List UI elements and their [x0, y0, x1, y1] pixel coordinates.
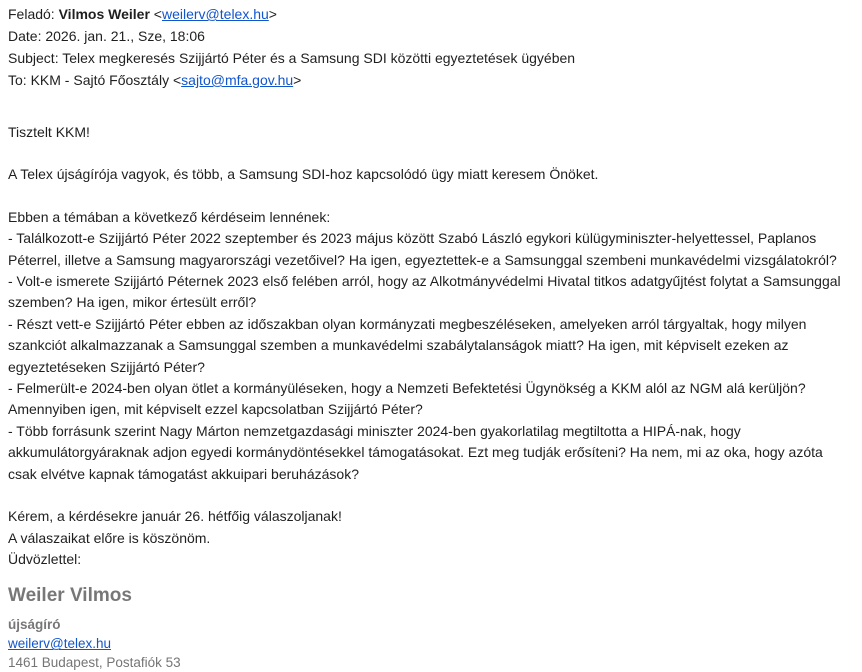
signature-name: Weiler Vilmos: [8, 585, 132, 607]
thanks-text: A válaszaikat előre is köszönöm.: [8, 529, 211, 546]
subject-value: Telex megkeresés Szijjártó Péter és a Samsung SDI közötti egyeztetések ügyében: [62, 50, 576, 66]
date-value: 2026. jan. 21., Sze, 18:06: [45, 28, 205, 44]
question-item: - Volt-e ismerete Szijjártó Péternek 2023 első felében arról, hogy az Alkotmányvédelmi Hivatal titkos adatgyűjtést folytat a Samsunggal szemben? Ha igen, mikor értesült erről?: [8, 273, 845, 311]
signature-job-title: újságíró: [8, 617, 61, 633]
email-body: [8, 122, 852, 570]
date-line: [8, 25, 852, 47]
to-email-link[interactable]: sajto@mfa.gov.hu: [181, 72, 294, 88]
signature-email-link[interactable]: weilerv@telex.hu: [8, 636, 111, 652]
subject-line: [8, 47, 852, 69]
to-line: [8, 69, 852, 91]
questions-block: [8, 207, 852, 485]
subject-label: Subject:: [8, 50, 63, 66]
angle-bracket-open: <: [153, 6, 162, 22]
angle-bracket-close: >: [268, 6, 277, 22]
angle-bracket-close: >: [293, 72, 302, 88]
greeting-text: Tisztelt KKM!: [8, 124, 90, 140]
question-item: - Felmerült-e 2024-ben olyan ötlet a kormányüléseken, hogy a Nemzeti Befektetési Ügynökség a KKM alól az NGM alá kerüljön? Amennyiben igen, mit képviselt ezzel kapcsolatban Szijjártó Péter?: [8, 380, 809, 418]
from-name: Vilmos Weiler: [58, 6, 154, 22]
to-name: KKM - Sajtó Főosztály: [30, 72, 173, 88]
angle-bracket-open: <: [172, 72, 182, 88]
signature-block: [8, 583, 852, 672]
question-item: - Több forrásunk szerint Nagy Márton nemzetgazdasági miniszter 2024-ben gyakorlatilag megtiltotta a HIPÁ-nak, hogy akkumulátorgyáraknak adjon egyedi kormánydöntésekkel támogatásokat. Ezt meg tudják erősíteni? Ha nem, mi az oka, hogy azóta csak elvétve kapnak támogatást akkuipari beruházások?: [8, 422, 827, 482]
deadline-text: Kérem, a kérdésekre január 26. hétfőig válaszoljanak!: [8, 508, 342, 525]
closing-text: Üdvözlettel:: [8, 550, 82, 567]
question-item: - Részt vett-e Szijjártó Péter ebben az időszakban olyan kormányzati megbeszéléseken, amelyeken arról tárgyaltak, hogy milyen szankciót alkalmazzanak a Samsunggal szemben a munkavédelmi szabálytalanságok miatt? Ha igen, mit képviselt ezeken az egyeztetéseken Szijjártó Péter?: [8, 315, 811, 375]
from-label: Feladó:: [8, 6, 59, 22]
date-label: Date:: [8, 28, 46, 44]
from-email-link[interactable]: weilerv@telex.hu: [161, 6, 269, 22]
question-item: - Találkozott-e Szijjártó Péter 2022 szeptember és 2023 május között Szabó László egykori külügyminiszter-helyettessel, Paplanos Péterrel, illetve a Samsung magyarországi vezetőivel? Ha igen, egyeztettek-e a Samsunggal szembeni munkavédelmi vizsgálatokról?: [8, 230, 837, 268]
to-label: To:: [8, 72, 31, 88]
email-header: [8, 3, 852, 91]
from-line: [8, 3, 852, 25]
questions-intro-text: Ebben a témában a következő kérdéseim lennének:: [8, 208, 331, 225]
intro-text: A Telex újságírója vagyok, és több, a Samsung SDI-hoz kapcsolódó ügy miatt keresem Önöket.: [8, 166, 599, 183]
signature-address: 1461 Budapest, Postafiók 53: [8, 655, 181, 671]
